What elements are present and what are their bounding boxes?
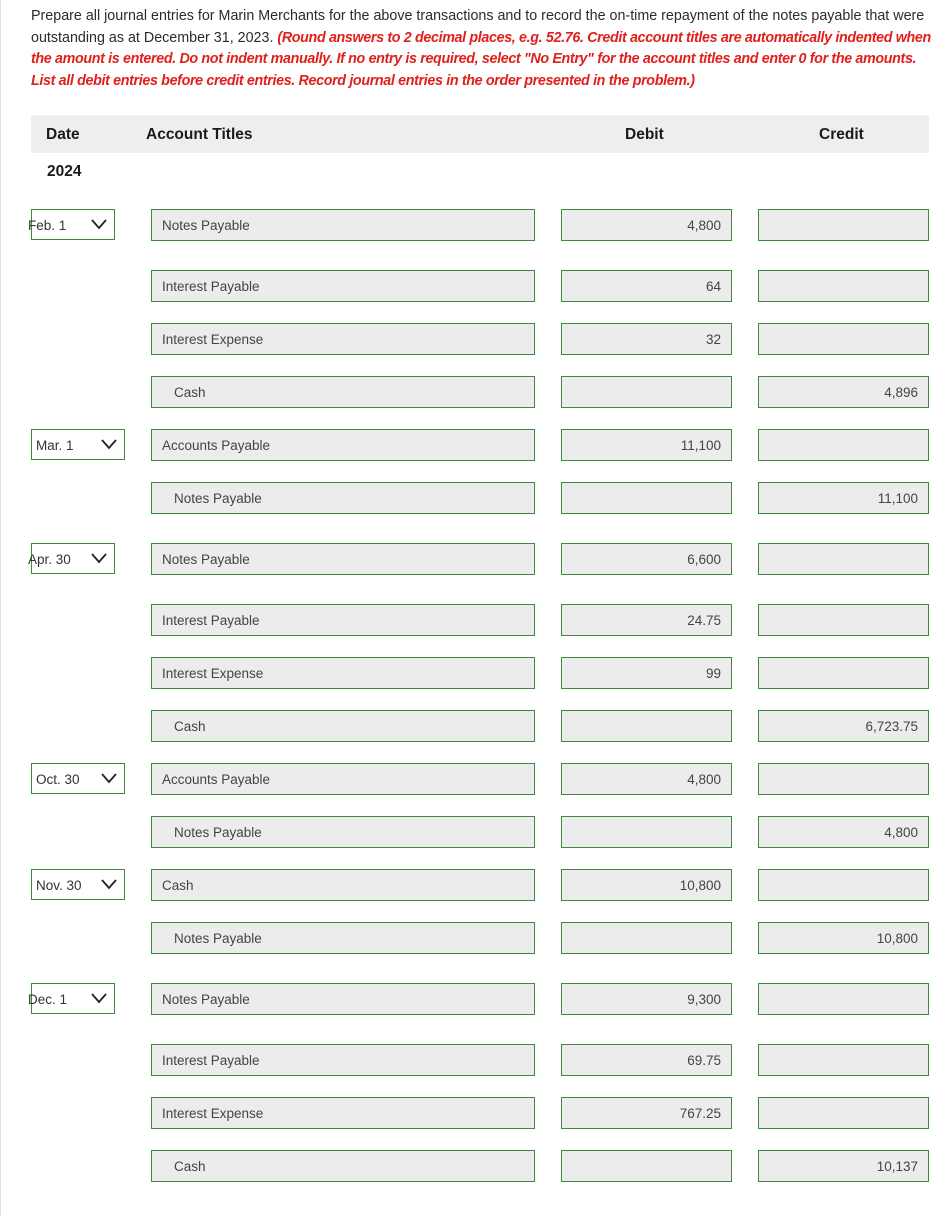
credit-field[interactable]	[758, 983, 929, 1015]
date-select-mar-1[interactable]	[31, 429, 125, 460]
credit-field[interactable]: 10,800	[758, 922, 929, 954]
credit-field[interactable]: 4,896	[758, 376, 929, 408]
debit-field[interactable]	[561, 482, 732, 514]
credit-field[interactable]: 4,800	[758, 816, 929, 848]
date-value: Nov. 30	[36, 878, 82, 893]
debit-field[interactable]: 6,600	[561, 543, 732, 575]
chevron-down-icon	[100, 877, 118, 891]
credit-field[interactable]	[758, 763, 929, 795]
debit-field[interactable]: 69.75	[561, 1044, 732, 1076]
chevron-down-icon	[100, 771, 118, 785]
date-select-apr-30[interactable]	[28, 543, 115, 574]
account-field[interactable]: Cash	[151, 1150, 535, 1182]
credit-field[interactable]	[758, 429, 929, 461]
account-field[interactable]: Interest Payable	[151, 604, 535, 636]
credit-field[interactable]	[758, 270, 929, 302]
debit-field[interactable]	[561, 376, 732, 408]
date-select-oct-30[interactable]	[31, 763, 125, 794]
account-field[interactable]: Notes Payable	[151, 543, 535, 575]
credit-field[interactable]	[758, 869, 929, 901]
instructions-emphasis: (Round answers to 2 decimal places, e.g. 52.76. Credit account titles are automatically indented when the amount is entered. Do not indent manually. If no entry is required, select "No Entry" for the account titles and enter 0 for the amounts. List all debit entries before credit entries. Record journal entries in the order presented in the problem.)	[31, 29, 931, 89]
date-select-dec-1[interactable]	[28, 983, 115, 1014]
date-value: Mar. 1	[36, 438, 74, 453]
chevron-down-icon	[90, 551, 108, 565]
date-value: Apr. 30	[28, 552, 71, 567]
account-field[interactable]: Notes Payable	[151, 816, 535, 848]
account-field[interactable]: Interest Expense	[151, 657, 535, 689]
debit-field[interactable]: 24.75	[561, 604, 732, 636]
account-field[interactable]: Notes Payable	[151, 482, 535, 514]
year-label: 2024	[47, 163, 82, 180]
date-value: Oct. 30	[36, 772, 80, 787]
debit-field[interactable]: 4,800	[561, 763, 732, 795]
debit-field[interactable]: 11,100	[561, 429, 732, 461]
credit-field[interactable]: 11,100	[758, 482, 929, 514]
account-field[interactable]: Interest Payable	[151, 1044, 535, 1076]
chevron-down-icon	[90, 991, 108, 1005]
debit-field[interactable]: 32	[561, 323, 732, 355]
account-field[interactable]: Interest Expense	[151, 1097, 535, 1129]
account-field[interactable]: Interest Expense	[151, 323, 535, 355]
debit-field[interactable]: 10,800	[561, 869, 732, 901]
account-field[interactable]: Notes Payable	[151, 209, 535, 241]
account-field[interactable]: Cash	[151, 376, 535, 408]
left-border	[0, 0, 1, 1216]
account-titles-header: Account Titles	[146, 126, 253, 143]
credit-field[interactable]	[758, 604, 929, 636]
debit-header: Debit	[625, 126, 664, 143]
instructions-text: Prepare all journal entries for Marin Merchants for the above transactions and to record the on-time repayment of the notes payable that were outstanding as at December 31, 2023.	[31, 8, 925, 46]
debit-field[interactable]	[561, 816, 732, 848]
date-value: Feb. 1	[28, 218, 67, 233]
date-select-feb-1[interactable]	[28, 209, 115, 240]
credit-field[interactable]	[758, 543, 929, 575]
debit-field[interactable]: 4,800	[561, 209, 732, 241]
debit-field[interactable]	[561, 710, 732, 742]
credit-field[interactable]	[758, 323, 929, 355]
account-field[interactable]: Notes Payable	[151, 922, 535, 954]
credit-field[interactable]	[758, 209, 929, 241]
instructions	[31, 6, 931, 92]
debit-field[interactable]	[561, 1150, 732, 1182]
debit-field[interactable]: 767.25	[561, 1097, 732, 1129]
chevron-down-icon	[100, 437, 118, 451]
account-field[interactable]: Interest Payable	[151, 270, 535, 302]
debit-field[interactable]: 99	[561, 657, 732, 689]
table-header	[31, 115, 929, 153]
credit-header: Credit	[819, 126, 864, 143]
credit-field[interactable]	[758, 1044, 929, 1076]
account-field[interactable]: Notes Payable	[151, 983, 535, 1015]
debit-field[interactable]: 9,300	[561, 983, 732, 1015]
credit-field[interactable]: 10,137	[758, 1150, 929, 1182]
debit-field[interactable]	[561, 922, 732, 954]
date-select-nov-30[interactable]	[31, 869, 125, 900]
date-value: Dec. 1	[28, 992, 68, 1007]
debit-field[interactable]: 64	[561, 270, 732, 302]
credit-field[interactable]	[758, 657, 929, 689]
date-header: Date	[46, 126, 80, 143]
account-field[interactable]: Accounts Payable	[151, 763, 535, 795]
chevron-down-icon	[90, 217, 108, 231]
account-field[interactable]: Cash	[151, 869, 535, 901]
credit-field[interactable]: 6,723.75	[758, 710, 929, 742]
account-field[interactable]: Cash	[151, 710, 535, 742]
credit-field[interactable]	[758, 1097, 929, 1129]
account-field[interactable]: Accounts Payable	[151, 429, 535, 461]
